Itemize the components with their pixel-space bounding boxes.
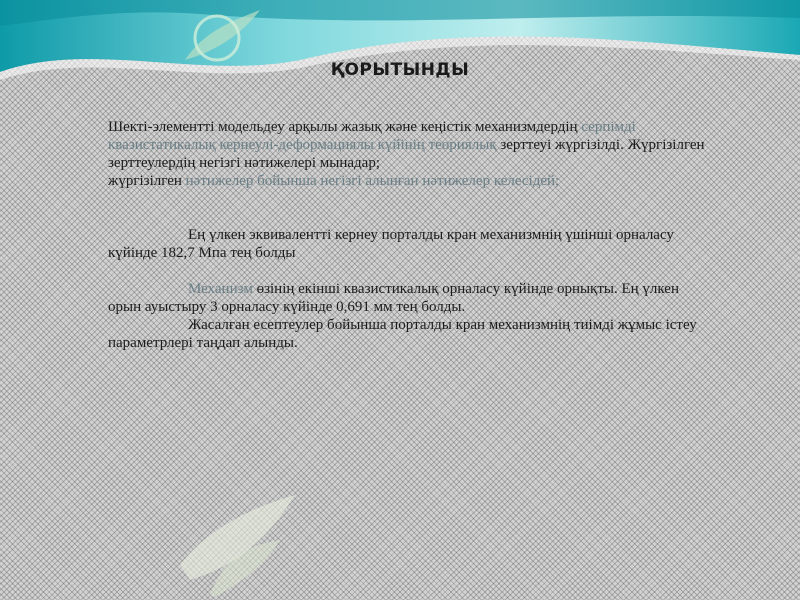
lead-paragraph [108, 172, 708, 190]
content-body [108, 118, 708, 352]
finding-2-text-b: өзінің екінші квазистикалық орналасу күйінде орнықты. Ең үлкен орын ауыстыру 3 орналасу күйінде 0,691 мм тең болды. [108, 281, 679, 315]
finding-2 [108, 280, 708, 316]
top-wave-band [0, 0, 800, 110]
lead-text-a: жүргізілген [108, 173, 182, 189]
slide-title: ҚОРЫТЫНДЫ [330, 60, 470, 80]
lead-text-b: нәтижелер бойынша негізгі алынған нәтижелер келесідей; [181, 173, 560, 189]
intro-text-b: серпімді квазистатикалық кернеулі-деформациялы күйінің [108, 119, 636, 153]
finding-1: Ең үлкен эквивалентті кернеу порталды кран механизмнің үшінші орналасу күйінде 182,7 Мпа тең болды [108, 227, 674, 261]
spacer [108, 190, 708, 208]
spacer [108, 262, 708, 280]
intro-text-c: теориялық [428, 137, 497, 153]
intro-text-d: зерттеуі жүргізілді. Жүргізілген зерттеулердің негізгі нәтижелері мынадар; [108, 137, 705, 171]
finding-3: Жасалған есептеулер бойынша порталды кран механизмнің тиімді жұмыс істеу параметрлері таңдап алынды. [108, 317, 697, 351]
leaf-watermark [170, 485, 300, 600]
intro-text-a: Шекті-элементті модельдеу арқылы жазық және кеңістік механизмдердің [108, 119, 578, 135]
finding-2-text-a: Механизм [188, 281, 253, 297]
intro-paragraph [108, 118, 708, 172]
spacer [108, 208, 708, 226]
